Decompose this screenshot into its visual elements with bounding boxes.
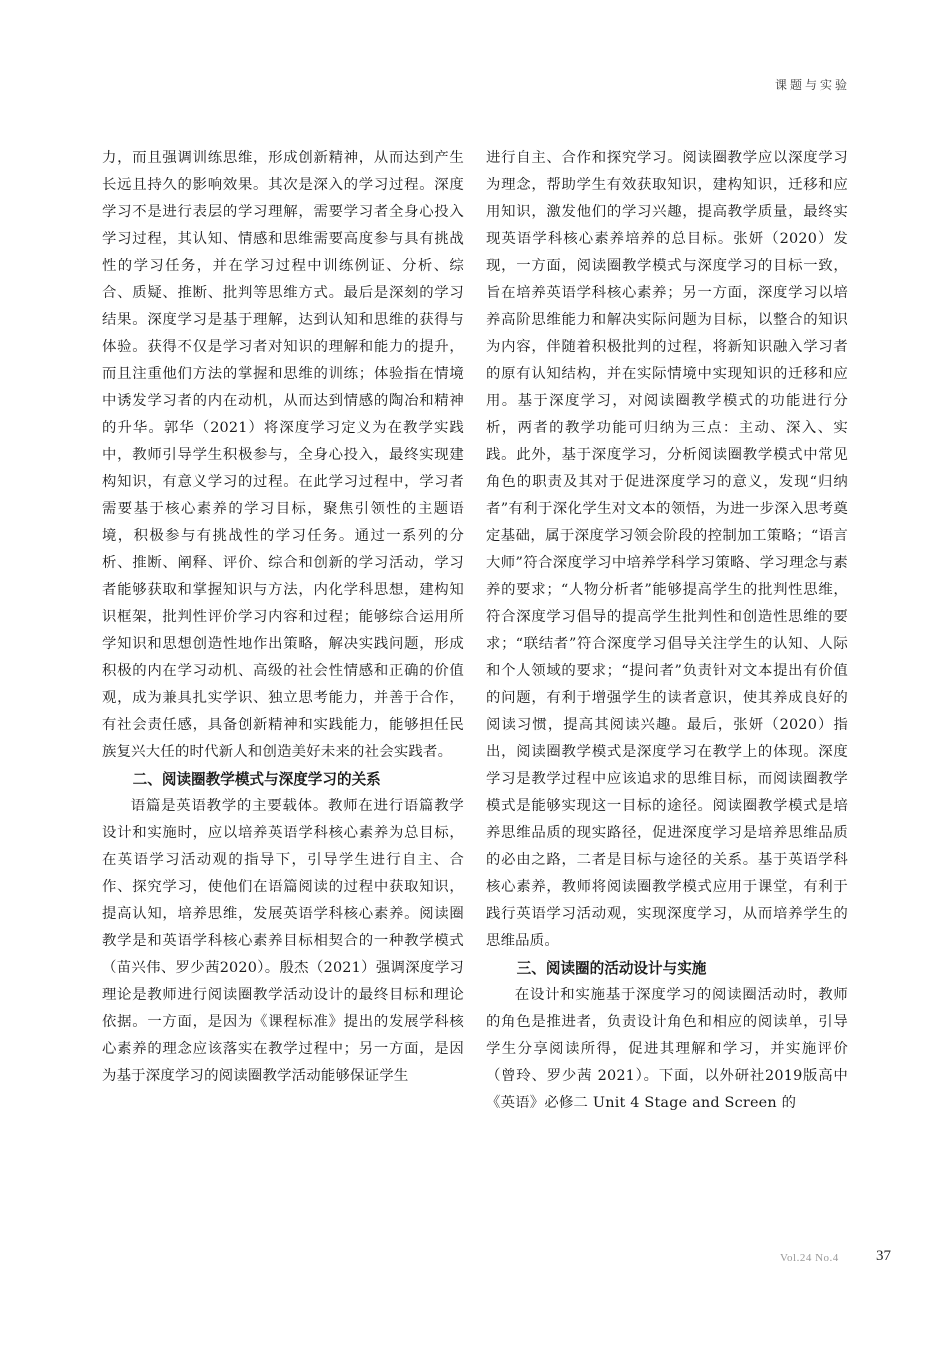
section-heading: 二、阅读圈教学模式与深度学习的关系 [132, 771, 381, 788]
running-head: 课题与实验 [774, 78, 850, 92]
journal-volume: Vol.24 No.4 [780, 1252, 839, 1264]
left-column [102, 145, 464, 1090]
section-heading: 三、阅读圈的活动设计与实施 [516, 960, 707, 977]
body-paragraph: 力，而且强调训练思维，形成创新精神，从而达到产生长远且持久的影响效果。其次是深入的学习过程。深度学习不是进行表层的学习理解，需要学习者全身心投入学习过程，其认知、情感和思维需要高度参与具有挑战性的学习任务，并在学习过程中训练例证、分析、综合、质疑、推断、批判等思维方式。最后是深刻的学习结果。深度学习是基于理解，达到认知和思维的获得与体验。获得不仅是学习者对知识的理解和能力的提升，而且注重他们方法的掌握和思维的训练；体验指在情境中诱发学习者的内在动机，从而达到情感的陶冶和精神的升华。郭华（2021）将深度学习定义为在教学实践中，教师引导学生积极参与，全身心投入，最终实现建构知识，有意义学习的过程。在此学习过程中，学习者需要基于核心素养的学习目标，聚焦引领性的主题语境，积极参与有挑战性的学习任务。通过一系列的分析、推断、阐释、评价、综合和创新的学习活动，学习者能够获取和掌握知识与方法，内化学科思想，建构知识框架，批判性评价学习内容和过程；能够综合运用所学知识和思想创造性地作出策略，解决实践问题，形成积极的内在学习动机、高级的社会性情感和正确的价值观，成为兼具扎实学识、独立思考能力，并善于合作，有社会责任感，具备创新精神和实践能力，能够担任民族复兴大任的时代新人和创造美好未来的社会实践者。 [102, 150, 464, 760]
right-column [486, 145, 848, 1117]
body-paragraph: 语篇是英语教学的主要载体。教师在进行语篇教学设计和实施时，应以培养英语学科核心素养为总目标，在英语学习活动观的指导下，引导学生进行自主、合作、探究学习，使他们在语篇阅读的过程中获取知识，提高认知，培养思维，发展英语学科核心素养。阅读圈教学是和英语学科核心素养目标相契合的一种教学模式（苗兴伟、罗少茜2020）。殷杰（2021）强调深度学习理论是教师进行阅读圈教学活动设计的最终目标和理论依据。一方面，是因为《课程标准》提出的发展学科核心素养的理念应该落实在教学过程中；另一方面，是因为基于深度学习的阅读圈教学活动能够保证学生 [102, 798, 464, 1084]
body-paragraph: 进行自主、合作和探究学习。阅读圈教学应以深度学习为理念，帮助学生有效获取知识，建构知识，迁移和应用知识，激发他们的学习兴趣，提高教学质量，最终实现英语学科核心素养培养的总目标。张妍（2020）发现，一方面，阅读圈教学模式与深度学习的目标一致，旨在培养英语学科核心素养；另一方面，深度学习以培养高阶思维能力和解决实际问题为目标，以整合的知识为内容，伴随着积极批判的过程，将新知识融入学习者的原有认知结构，并在实际情境中实现知识的迁移和应用。基于深度学习，对阅读圈教学模式的功能进行分析，两者的教学功能可归纳为三点：主动、深入、实践。此外，基于深度学习，分析阅读圈教学模式中常见角色的职责及其对于促进深度学习的意义，发现“归纳者”有利于深化学生对文本的领悟，为进一步深入思考奠定基础，属于深度学习领会阶段的控制加工策略；“语言大师”符合深度学习中培养学科学习策略、学习理念与素养的要求；“人物分析者”能够提高学生的批判性思维，符合深度学习倡导的提高学生批判性和创造性思维的要求；“联结者”符合深度学习倡导关注学生的认知、人际和个人领域的要求；“提问者”负责针对文本提出有价值的问题，有利于增强学生的读者意识，使其养成良好的阅读习惯，提高其阅读兴趣。最后，张妍（2020）指出，阅读圈教学模式是深度学习在教学上的体现。深度学习是教学过程中应该追求的思维目标，而阅读圈教学模式是能够实现这一目标的途径。阅读圈教学模式是培养思维品质的现实路径，促进深度学习是培养思维品质的必由之路，二者是目标与途径的关系。基于英语学科核心素养，教师将阅读圈教学模式应用于课堂，有利于践行英语学习活动观，实现深度学习，从而培养学生的思维品质。 [486, 150, 848, 949]
body-paragraph: 在设计和实施基于深度学习的阅读圈活动时，教师的角色是推进者，负责设计角色和相应的阅读单，引导学生分享阅读所得，促进其理解和学习，并实施评价（曾玲、罗少茜 2021）。下面，以外研社2019版高中《英语》必修二 Unit 4 Stage and Screen 的 [486, 987, 848, 1111]
page-number: 37 [876, 1248, 891, 1264]
